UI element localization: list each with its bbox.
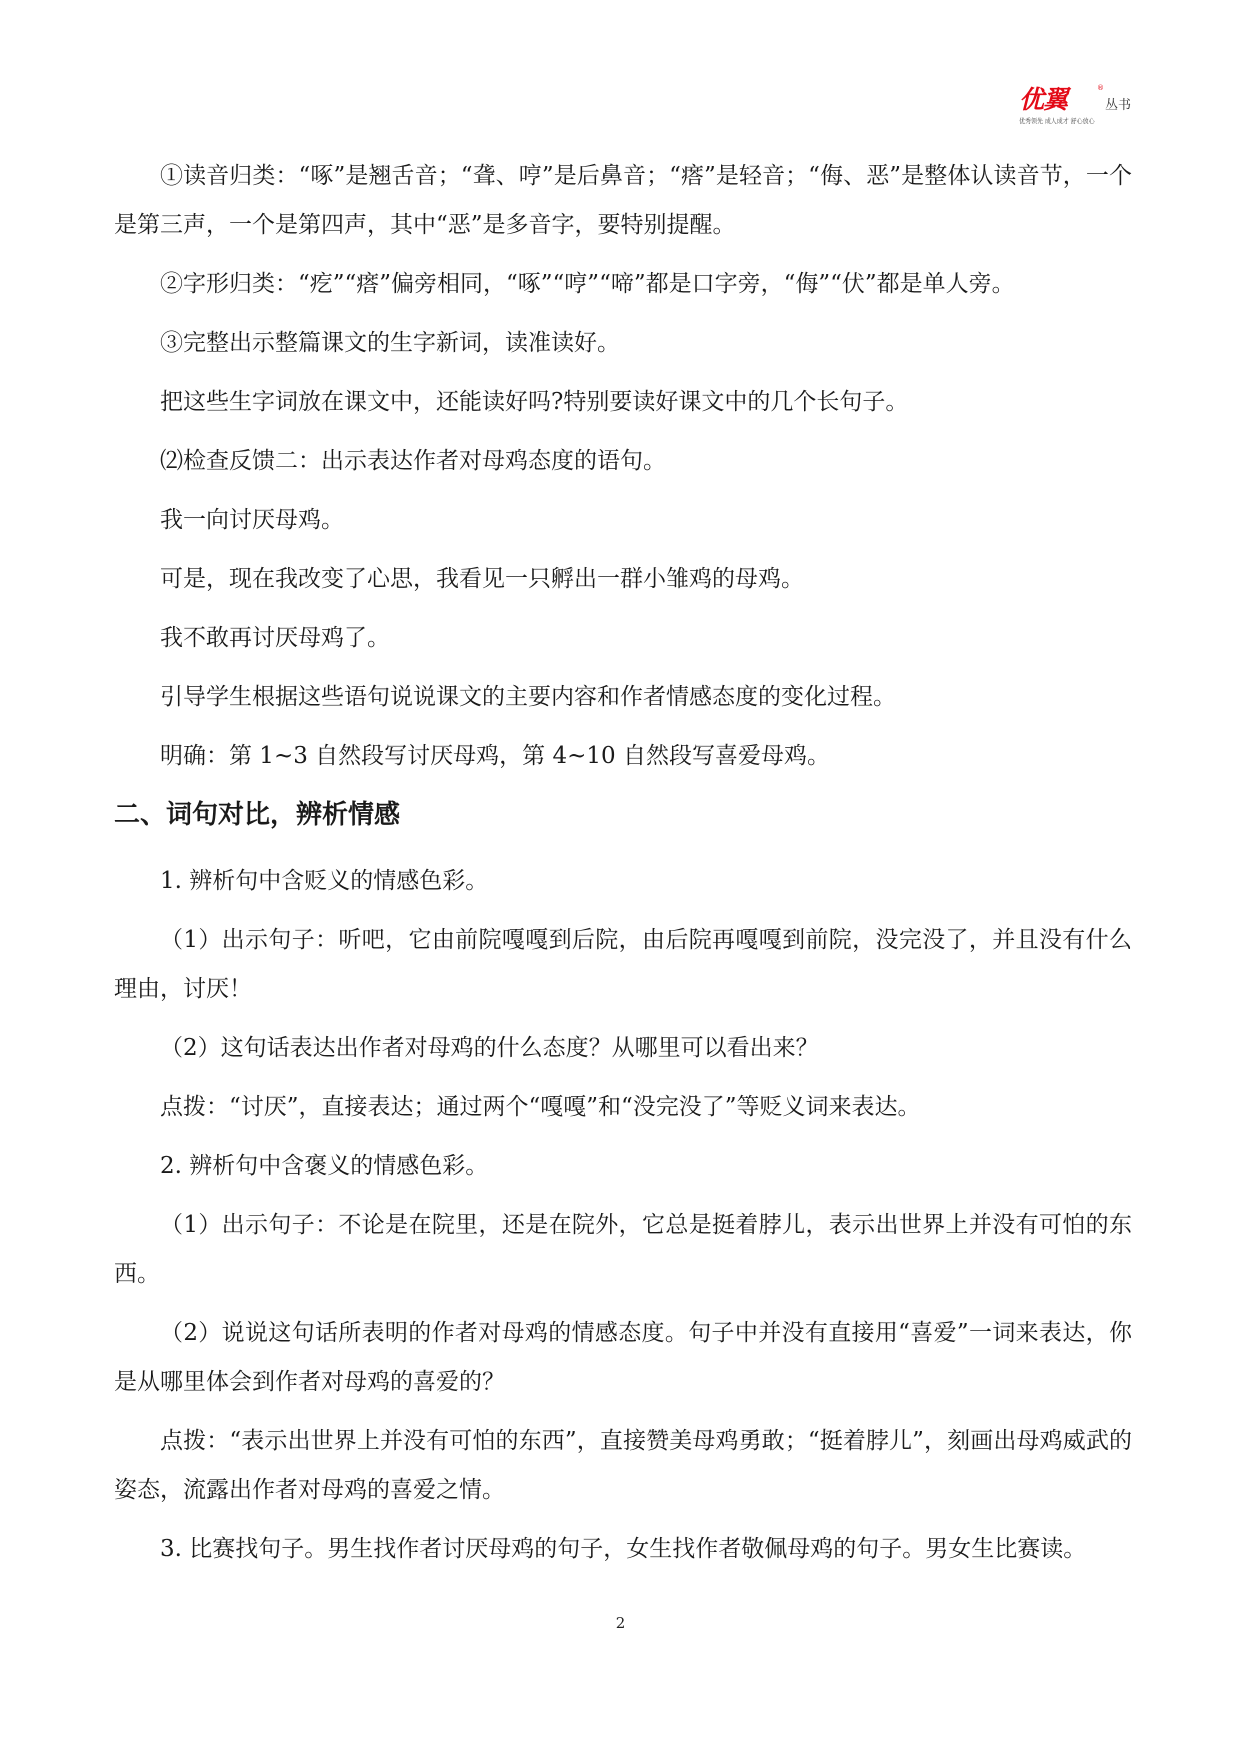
document-body: [114, 152, 1132, 1574]
page-number: 2: [615, 1614, 626, 1632]
paragraph-commendatory-sentence: （1）出示句子：不论是在院里，还是在院外，它总是挺着脖儿，表示出世界上并没有可怕的东西。: [114, 1212, 1132, 1287]
paragraph-new-words: ③完整出示整篇课文的生字新词，读准读好。: [160, 330, 620, 356]
logo-series-text: 丛书: [1105, 98, 1132, 113]
paragraph-pronunciation: ①读音归类：“啄”是翘舌音；“聋、哼”是后鼻音；“瘩”是轻音；“侮、恶”是整体认读音节，一个是第三声，一个是第四声，其中“恶”是多音字，要特别提醒。: [114, 163, 1132, 238]
paragraph-clarify: 明确：第 1~3 自然段写讨厌母鸡，第 4~10 自然段写喜爱母鸡。: [160, 743, 830, 769]
paragraph-competition: 3. 比赛找句子。男生找作者讨厌母鸡的句子，女生找作者敬佩母鸡的句子。男女生比赛读。: [160, 1536, 1087, 1562]
paragraph-commendatory-hint: 点拨：“表示出世界上并没有可怕的东西”，直接赞美母鸡勇敢；“挺着脖儿”，刻画出母鸡威武的姿态，流露出作者对母鸡的喜爱之情。: [114, 1428, 1132, 1503]
paragraph-quote-1: 我一向讨厌母鸡。: [160, 507, 344, 533]
paragraph-derogatory-question: （2）这句话表达出作者对母鸡的什么态度？从哪里可以看出来？: [160, 1035, 819, 1061]
logo-tagline: 优秀领先 成人成才 舒心放心: [1019, 117, 1095, 125]
paragraph-glyph: ②字形归类：“疙”“瘩”偏旁相同，“啄”“哼”“啼”都是口字旁，“侮”“伏”都是单人旁。: [160, 271, 1015, 297]
paragraph-long-sentences: 把这些生字词放在课文中，还能读好吗?特别要读好课文中的几个长句子。: [160, 389, 909, 415]
logo-registered-mark: ®: [1097, 84, 1104, 92]
section-heading: 二、词句对比，辨析情感: [114, 800, 401, 830]
paragraph-feedback-two: ⑵检查反馈二：出示表达作者对母鸡态度的语句。: [160, 448, 666, 474]
paragraph-quote-2: 可是，现在我改变了心思，我看见一只孵出一群小雏鸡的母鸡。: [160, 566, 804, 592]
paragraph-quote-3: 我不敢再讨厌母鸡了。: [160, 625, 390, 651]
paragraph-commendatory-title: 2. 辨析句中含褒义的情感色彩。: [160, 1153, 489, 1179]
paragraph-derogatory-hint: 点拨：“讨厌”，直接表达；通过两个“嘎嘎”和“没完没了”等贬义词来表达。: [160, 1094, 921, 1120]
paragraph-commendatory-question: （2）说说这句话所表明的作者对母鸡的情感态度。句子中并没有直接用“喜爱”一词来表达，你是从哪里体会到作者对母鸡的喜爱的？: [114, 1320, 1132, 1395]
paragraph-derogatory-sentence: （1）出示句子：听吧，它由前院嘎嘎到后院，由后院再嘎嘎到前院，没完没了，并且没有什么理由，讨厌！: [114, 927, 1132, 1002]
brand-logo: [1019, 86, 1131, 126]
paragraph-guidance: 引导学生根据这些语句说说课文的主要内容和作者情感态度的变化过程。: [160, 684, 896, 710]
paragraph-derogatory-title: 1. 辨析句中含贬义的情感色彩。: [160, 868, 489, 894]
logo-brand-text: 优翼: [1019, 85, 1068, 114]
